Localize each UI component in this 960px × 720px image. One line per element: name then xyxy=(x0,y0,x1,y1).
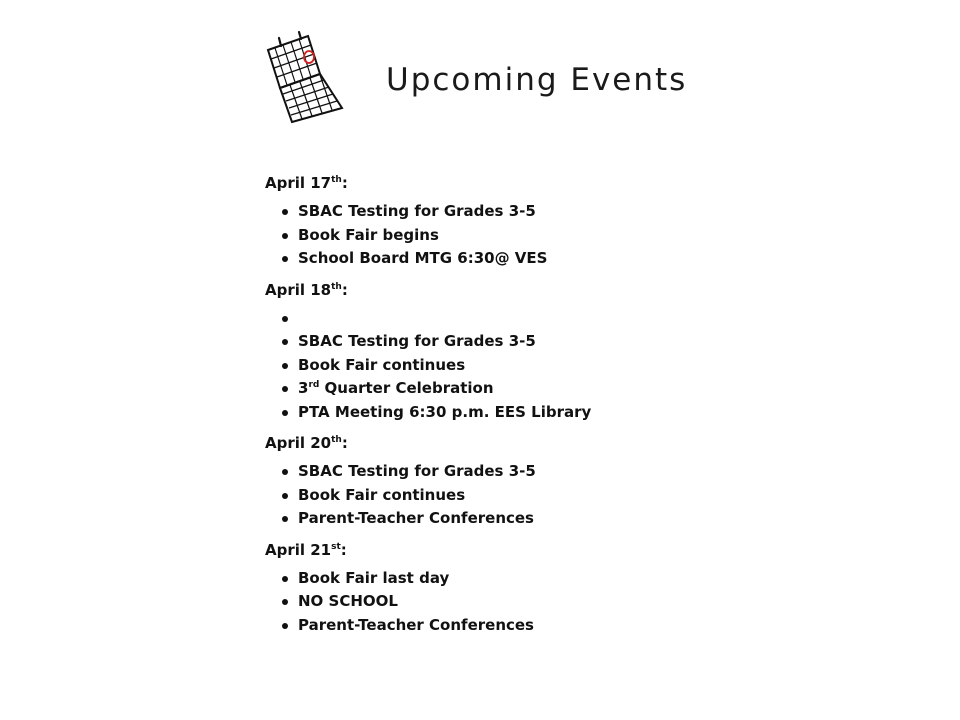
event-date: April 18 xyxy=(265,280,332,299)
event-date-suffix: th xyxy=(331,281,342,292)
event-item-text: SBAC Testing for Grades 3-5 xyxy=(298,332,536,350)
event-item xyxy=(265,590,685,614)
event-item xyxy=(265,224,685,248)
event-date-heading: April 17th: xyxy=(265,174,348,192)
event-date: April 21 xyxy=(265,540,332,559)
event-item xyxy=(265,200,685,224)
event-item-text: Book Fair last day xyxy=(298,568,450,587)
event-item-text: Parent-Teacher Conferences xyxy=(298,509,534,527)
event-item xyxy=(265,401,685,425)
event-item-text: Book Fair continues xyxy=(298,485,466,504)
page-title: Upcoming Events xyxy=(386,62,688,98)
event-item xyxy=(265,460,685,484)
event-item-text: NO SCHOOL xyxy=(298,592,398,610)
event-item-text: Quarter Celebration xyxy=(319,379,494,397)
calendar-icon xyxy=(262,30,346,126)
event-items-list xyxy=(265,567,685,638)
event-item xyxy=(265,377,685,401)
event-item xyxy=(265,247,685,271)
event-date-heading: April 20th: xyxy=(265,434,348,452)
event-item-text: Book Fair continues xyxy=(298,355,466,374)
event-item-text: SBAC Testing for Grades 3-5 xyxy=(298,462,536,480)
event-item-text: PTA Meeting 6:30 p.m. EES Library xyxy=(298,402,592,421)
event-date-suffix: th xyxy=(331,435,342,445)
event-date: April 20 xyxy=(265,434,332,452)
event-item-superscript: rd xyxy=(308,380,320,390)
event-date-suffix: th xyxy=(331,175,342,185)
events-list xyxy=(265,172,685,637)
event-item xyxy=(265,330,685,354)
event-date: April 17 xyxy=(265,174,332,192)
event-item xyxy=(265,354,685,378)
event-item-text: Book Fair begins xyxy=(298,225,439,244)
event-item xyxy=(265,307,685,331)
event-item xyxy=(265,484,685,508)
event-items-list xyxy=(265,307,685,425)
event-item-text: School Board MTG 6:30@ VES xyxy=(298,249,548,267)
event-item-prefix: 3 xyxy=(298,379,309,397)
event-item xyxy=(265,507,685,531)
event-date-suffix: st xyxy=(331,541,341,552)
event-item-text: Parent-Teacher Conferences xyxy=(298,615,534,634)
event-item xyxy=(265,614,685,638)
event-date-heading: April 18th: xyxy=(265,280,348,299)
event-items-list xyxy=(265,460,685,531)
event-item-text: SBAC Testing for Grades 3-5 xyxy=(298,202,536,220)
event-items-list xyxy=(265,200,685,271)
event-date-heading: April 21st: xyxy=(265,540,347,559)
event-item xyxy=(265,567,685,591)
